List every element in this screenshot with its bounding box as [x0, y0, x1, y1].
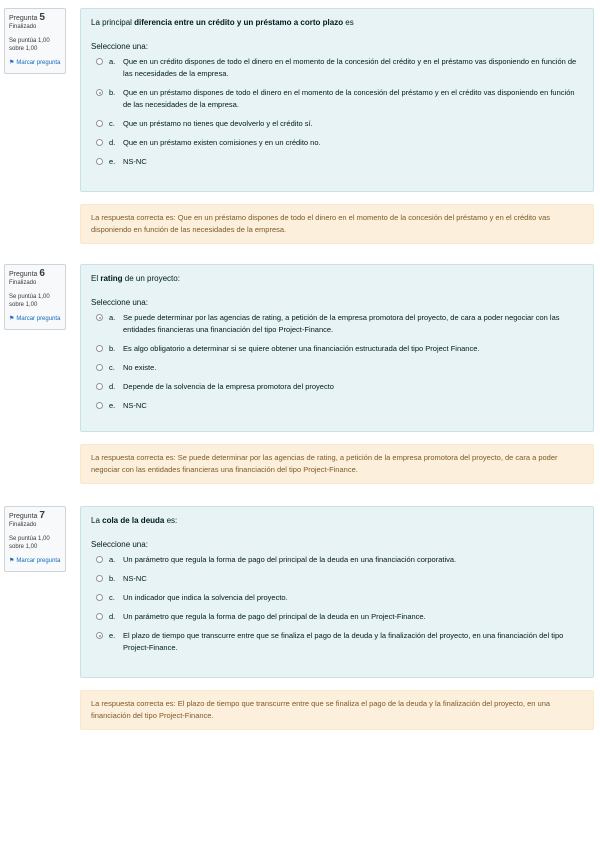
question-state: Finalizado — [9, 280, 37, 286]
flag-icon: ⚑ — [9, 316, 15, 322]
flag-icon: ⚑ — [9, 558, 15, 564]
answer-option[interactable] — [91, 312, 583, 336]
answer-option[interactable] — [91, 343, 583, 355]
radio-button-checked[interactable] — [96, 314, 103, 321]
question-info — [4, 264, 66, 330]
answer-letter: c. — [109, 593, 115, 602]
answer-text: Un parámetro que regula la forma de pago del principal de la deuda en una financiación corporativa. — [123, 555, 457, 564]
question-number-value: 5 — [39, 12, 45, 23]
flag-question-link[interactable] — [9, 315, 61, 323]
flag-question-label: Marcar pregunta — [16, 558, 61, 564]
radio-button[interactable] — [96, 383, 103, 390]
answer-option[interactable] — [91, 611, 583, 623]
answer-prompt: Seleccione una: — [91, 42, 148, 51]
question-info — [4, 8, 66, 74]
answer-list — [91, 56, 583, 168]
question-number — [9, 13, 61, 23]
answer-letter: b. — [109, 88, 116, 97]
question-number-value: 6 — [39, 268, 45, 279]
answer-option[interactable] — [91, 573, 583, 585]
answer-letter: a. — [109, 555, 116, 564]
radio-button-checked[interactable] — [96, 89, 103, 96]
radio-button[interactable] — [96, 556, 103, 563]
question-text: La cola de la deuda es: — [91, 516, 178, 525]
question-grade: Se puntúa 1,00 sobre 1,00 — [9, 294, 50, 308]
answer-letter: a. — [109, 57, 116, 66]
answer-text: Se puede determinar por las agencias de rating, a petición de la empresa promotora del proyecto, de cara a poder negociar con las entidades financieras una financiación del tipo Project-Finance. — [123, 313, 560, 334]
question-text: La principal diferencia entre un crédito y un préstamo a corto plazo es — [91, 18, 354, 27]
radio-button[interactable] — [96, 58, 103, 65]
answer-option[interactable] — [91, 87, 583, 111]
answer-list — [91, 554, 583, 654]
answer-text: NS-NC — [123, 157, 147, 166]
answer-option[interactable] — [91, 400, 583, 412]
radio-button[interactable] — [96, 575, 103, 582]
radio-button[interactable] — [96, 364, 103, 371]
answer-option[interactable] — [91, 118, 583, 130]
radio-button[interactable] — [96, 594, 103, 601]
question-number — [9, 511, 61, 521]
answer-option[interactable] — [91, 592, 583, 604]
answer-letter: e. — [109, 631, 116, 640]
answer-text: Un parámetro que regula la forma de pago del principal de la deuda en un Project-Finance. — [123, 612, 426, 621]
answer-text: Que en un crédito dispones de todo el dinero en el momento de la concesión del crédito y en el préstamo vas disponiendo en función de las necesidades de la empresa. — [123, 57, 577, 78]
flag-question-label: Marcar pregunta — [16, 316, 61, 322]
question-state: Finalizado — [9, 522, 37, 528]
answer-letter: e. — [109, 401, 116, 410]
question-number-prefix: Pregunta — [9, 15, 38, 22]
question-content — [80, 8, 594, 192]
flag-question-link[interactable] — [9, 59, 61, 67]
answer-option[interactable] — [91, 56, 583, 80]
answer-letter: d. — [109, 612, 116, 621]
flag-question-link[interactable] — [9, 557, 61, 565]
answer-text: No existe. — [123, 363, 157, 372]
question-grade: Se puntúa 1,00 sobre 1,00 — [9, 536, 50, 550]
question-number — [9, 269, 61, 279]
answer-letter: b. — [109, 344, 116, 353]
answer-text: Que en un préstamo dispones de todo el dinero en el momento de la concesión del préstamo y en el crédito vas disponiendo en función de las necesidades de la empresa. — [123, 88, 575, 109]
answer-letter: d. — [109, 382, 116, 391]
answer-letter: e. — [109, 157, 116, 166]
answer-text: Que en un préstamo existen comisiones y en un crédito no. — [123, 138, 321, 147]
question-info — [4, 506, 66, 572]
answer-letter: c. — [109, 119, 115, 128]
answer-text: NS-NC — [123, 401, 147, 410]
question-grade: Se puntúa 1,00 sobre 1,00 — [9, 38, 50, 52]
radio-button[interactable] — [96, 402, 103, 409]
answer-text: Depende de la solvencia de la empresa promotora del proyecto — [123, 382, 334, 391]
answer-option[interactable] — [91, 381, 583, 393]
question-content — [80, 506, 594, 678]
answer-list — [91, 312, 583, 412]
answer-letter: d. — [109, 138, 116, 147]
answer-text: Un indicador que indica la solvencia del proyecto. — [123, 593, 288, 602]
answer-prompt: Seleccione una: — [91, 540, 148, 549]
radio-button[interactable] — [96, 158, 103, 165]
flag-icon: ⚑ — [9, 60, 15, 66]
answer-prompt: Seleccione una: — [91, 298, 148, 307]
radio-button[interactable] — [96, 613, 103, 620]
answer-text: NS-NC — [123, 574, 147, 583]
question-text: El rating de un proyecto: — [91, 274, 180, 283]
answer-letter: a. — [109, 313, 116, 322]
question-number-value: 7 — [39, 510, 45, 521]
answer-option[interactable] — [91, 137, 583, 149]
answer-text: Es algo obligatorio a determinar si se quiere obtener una financiación estructurada del tipo Project Finance. — [123, 344, 480, 353]
correct-answer-feedback: La respuesta correcta es: Que en un préstamo dispones de todo el dinero en el momento de la concesión del préstamo y en el crédito vas disponiendo en función de las necesidades de la empresa. — [80, 204, 594, 244]
question-state: Finalizado — [9, 24, 37, 30]
answer-letter: c. — [109, 363, 115, 372]
correct-answer-feedback: La respuesta correcta es: El plazo de tiempo que transcurre entre que se finaliza el pago de la deuda y la finalización del proyecto, en una financiación del tipo Project-Finance. — [80, 690, 594, 730]
correct-answer-feedback: La respuesta correcta es: Se puede determinar por las agencias de rating, a petición de la empresa promotora del proyecto, de cara a poder negociar con las entidades financieras una financiación del tipo Project-Finance. — [80, 444, 594, 484]
answer-option[interactable] — [91, 554, 583, 566]
answer-option[interactable] — [91, 362, 583, 374]
answer-letter: b. — [109, 574, 116, 583]
answer-option[interactable] — [91, 630, 583, 654]
answer-text: Que un préstamo no tienes que devolverlo y el crédito sí. — [123, 119, 313, 128]
question-content — [80, 264, 594, 432]
answer-text: El plazo de tiempo que transcurre entre que se finaliza el pago de la deuda y la finalización del proyecto, en una financiación del tipo Project-Finance. — [123, 631, 564, 652]
radio-button[interactable] — [96, 120, 103, 127]
flag-question-label: Marcar pregunta — [16, 60, 61, 66]
radio-button[interactable] — [96, 345, 103, 352]
question-number-prefix: Pregunta — [9, 271, 38, 278]
question-number-prefix: Pregunta — [9, 513, 38, 520]
radio-button[interactable] — [96, 139, 103, 146]
answer-option[interactable] — [91, 156, 583, 168]
radio-button-checked[interactable] — [96, 632, 103, 639]
